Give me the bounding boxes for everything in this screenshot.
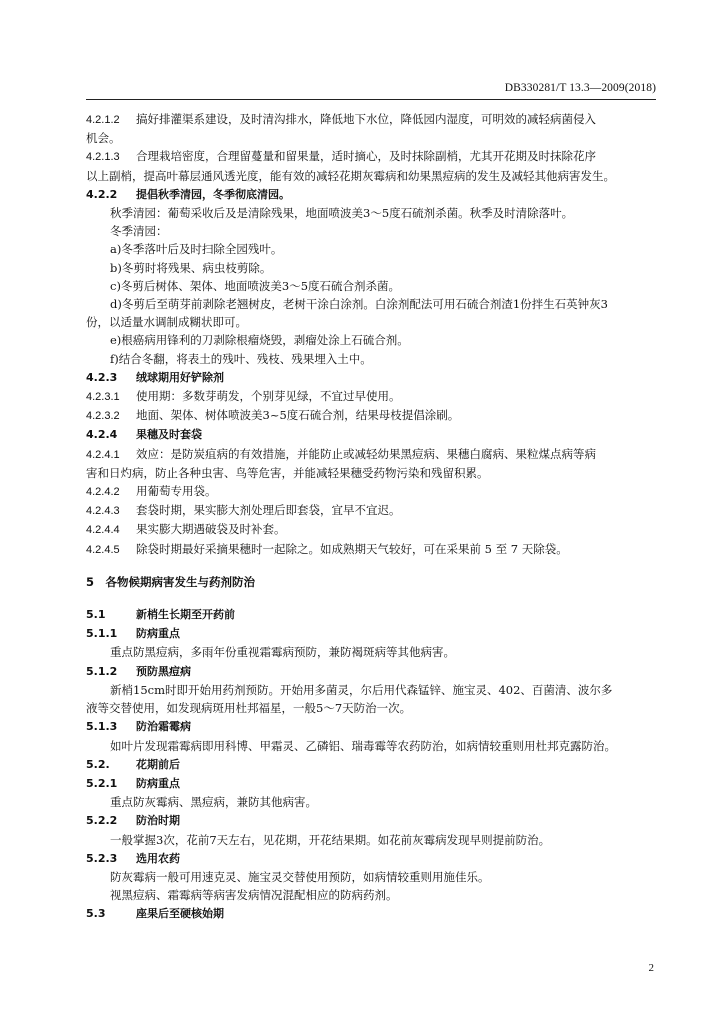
- line-text: 套袋时期，果实膨大剂处理后即套袋，宜早不宜迟。: [136, 503, 401, 518]
- line-text: 份，以适量水调制成糊状即可。: [86, 315, 247, 330]
- clause-number: 4.2.4.3: [86, 505, 120, 518]
- clause-line: [86, 501, 658, 520]
- clause-number: 4.2.4.1: [86, 448, 120, 461]
- clause-heading: 防治时期: [136, 814, 180, 828]
- text-line: [86, 295, 658, 313]
- clause-number: 4.2.4: [86, 428, 118, 442]
- clause-number: 4.2.3.2: [86, 410, 120, 423]
- text-line: [86, 831, 658, 849]
- clause-number: 5.2.3: [86, 851, 118, 865]
- clause-heading: 花期前后: [136, 757, 180, 771]
- clause-line: [86, 147, 658, 166]
- clause-heading: 防病重点: [136, 776, 180, 790]
- clause-number: 5.2.: [86, 757, 110, 771]
- line-text: 重点防黑痘病，多雨年份重视霜霉病预防，兼防褐斑病等其他病害。: [110, 645, 455, 660]
- line-text: 新梢15cm时即开始用药剂预防。开始用多菌灵，尔后用代森锰锌、施宝灵、402、百菌清、波尔多: [110, 682, 613, 697]
- line-text: 液等交替使用，如发现病斑用杜邦福星，一般5～7天防治一次。: [86, 701, 412, 716]
- header-rule: [86, 99, 656, 100]
- clause-line: [86, 387, 658, 406]
- clause-number: 4.2.1.2: [86, 114, 120, 126]
- document-code-header: DB330281/T 13.3—2009(2018): [504, 82, 656, 94]
- clause-line: [86, 717, 658, 736]
- clause-line: [86, 520, 658, 539]
- clause-line: [86, 445, 658, 464]
- line-text: a)冬季落叶后及时扫除全园残叶。: [110, 242, 283, 257]
- clause-line: [86, 185, 658, 204]
- line-text: 冬季清园：: [110, 224, 168, 239]
- text-line: [86, 643, 658, 661]
- line-text: 重点防灰霉病、黑痘病，兼防其他病害。: [110, 795, 317, 810]
- line-text: 地面、架体、树体喷波美3~5度石硫合剂，结果母枝提倡涂刷。: [136, 408, 460, 423]
- line-text: 防灰霉病一般可用速克灵、施宝灵交替使用预防，如病情较重则用施佳乐。: [110, 869, 490, 884]
- clause-line: [86, 662, 658, 681]
- clause-heading: 绒球期用好铲除剂: [136, 370, 224, 384]
- clause-line: [86, 605, 658, 624]
- page-number: 2: [648, 962, 654, 974]
- text-line: [86, 886, 658, 904]
- line-text: f)结合冬翻，将表土的残叶、残枝、残果埋入土中。: [110, 351, 372, 366]
- line-text: 害和日灼病，防止各种虫害、鸟等危害，并能减轻果穗受药物污染和残留积累。: [86, 465, 489, 480]
- document-body: [86, 110, 658, 924]
- clause-line: [86, 849, 658, 868]
- line-text: 果实膨大期遇破袋及时补套。: [136, 522, 286, 537]
- line-text: 合理栽培密度，合理留蔓量和留果量，适时摘心，及时抹除副梢，尤其开花期及时抹除花序: [136, 149, 596, 164]
- line-text: 机会。: [86, 131, 121, 146]
- clause-number: 4.2.4.5: [86, 543, 120, 556]
- section-gap: [86, 591, 658, 605]
- clause-heading: 选用农药: [136, 851, 180, 865]
- line-text: b)冬剪时将残果、病虫枝剪除。: [110, 260, 272, 275]
- text-line: [86, 277, 658, 295]
- clause-number: 5.1.3: [86, 720, 118, 734]
- text-line: [86, 259, 658, 277]
- line-text: 用葡萄专用袋。: [136, 484, 217, 499]
- clause-number: 4.2.1.3: [86, 151, 120, 164]
- clause-number: 4.2.2: [86, 187, 118, 201]
- line-text: 搞好排灌渠系建设，及时清沟排水，降低地下水位，降低园内湿度，可明效的减轻病菌侵入: [136, 112, 596, 126]
- clause-line: [86, 624, 658, 643]
- text-line: [86, 331, 658, 349]
- clause-number: 5.3: [86, 907, 106, 921]
- line-text: 以上副梢，提高叶幕层通风透光度，能有效的减轻花期灰霉病和幼果黑痘病的发生及减轻其他病害发生。: [86, 168, 615, 183]
- section-heading: [86, 573, 658, 591]
- clause-line: [86, 110, 658, 129]
- clause-number: 5.1.1: [86, 627, 118, 641]
- line-text: d)冬剪后至萌芽前剥除老翘树皮，老树干涂白涂剂。白涂剂配法可用石硫合剂渣1份拌生石英钟灰3: [110, 297, 608, 312]
- clause-line: [86, 425, 658, 444]
- clause-heading: 预防黑痘病: [136, 664, 191, 678]
- text-line: [86, 681, 658, 699]
- text-line: [86, 737, 658, 755]
- text-line: [86, 240, 658, 258]
- line-text: 秋季清园：葡萄采收后及是清除残果，地面喷波美3～5度石硫剂杀菌。秋季及时清除落叶。: [110, 206, 574, 221]
- clause-number: 4.2.3.1: [86, 391, 120, 404]
- clause-number: 5.2.2: [86, 814, 118, 828]
- line-text: 5 各物候期病害发生与药剂防治: [86, 574, 255, 589]
- text-line: [86, 222, 658, 240]
- text-line: [86, 868, 658, 886]
- clause-number: 4.2.4.2: [86, 486, 120, 499]
- line-text: 除袋时期最好采摘果穗时一起除之。如成熟期天气较好，可在采果前 5 至 7 天除袋。: [136, 541, 568, 556]
- clause-heading: 防治霜霉病: [136, 720, 191, 734]
- clause-line: [86, 811, 658, 830]
- section-gap: [86, 559, 658, 573]
- clause-heading: 果穗及时套袋: [136, 428, 202, 442]
- clause-line: [86, 540, 658, 559]
- clause-line: [86, 774, 658, 793]
- text-line: [86, 313, 658, 331]
- line-text: 如叶片发现霜霉病即用科博、甲霜灵、乙磷铝、瑞毒霉等农药防治，如病情较重则用杜邦克露防治。: [110, 738, 616, 753]
- text-line: [86, 793, 658, 811]
- clause-number: 5.1.2: [86, 664, 118, 678]
- text-line: [86, 350, 658, 368]
- clause-number: 4.2.3: [86, 370, 118, 384]
- clause-line: [86, 406, 658, 425]
- text-line: [86, 204, 658, 222]
- clause-heading: 新梢生长期至开药前: [136, 608, 235, 622]
- line-text: 使用期：多数芽萌发，个别芽见绿，不宜过早使用。: [136, 389, 401, 404]
- clause-line: [86, 904, 658, 923]
- text-line: [86, 167, 658, 185]
- clause-heading: 座果后至硬核始期: [136, 907, 224, 921]
- clause-number: 4.2.4.4: [86, 524, 120, 537]
- clause-line: [86, 482, 658, 501]
- clause-number: 5.2.1: [86, 776, 118, 790]
- line-text: 效应：是防炭疽病的有效措施，并能防止或减轻幼果黑痘病、果穗白腐病、果粒煤点病等病: [136, 446, 596, 461]
- clause-number: 5.1: [86, 608, 106, 622]
- line-text: e)根癌病用锋利的刀剥除根瘤烧毁，剥瘤处涂上石硫合剂。: [110, 333, 409, 348]
- clause-heading: 防病重点: [136, 627, 180, 641]
- line-text: 一般掌握3次，花前7天左右，见花期，开花结果期。如花前灰霉病发现早则提前防治。: [110, 832, 551, 847]
- clause-line: [86, 368, 658, 387]
- text-line: [86, 699, 658, 717]
- line-text: 视黑痘病、霜霉病等病害发病情况混配相应的防病药剂。: [110, 888, 398, 903]
- clause-heading: 提倡秋季清园，冬季彻底清园。: [136, 187, 290, 201]
- text-line: [86, 129, 658, 147]
- text-line: [86, 464, 658, 482]
- clause-line: [86, 755, 658, 774]
- line-text: c)冬剪后树体、架体、地面喷波美3～5度石硫合剂杀菌。: [110, 278, 401, 293]
